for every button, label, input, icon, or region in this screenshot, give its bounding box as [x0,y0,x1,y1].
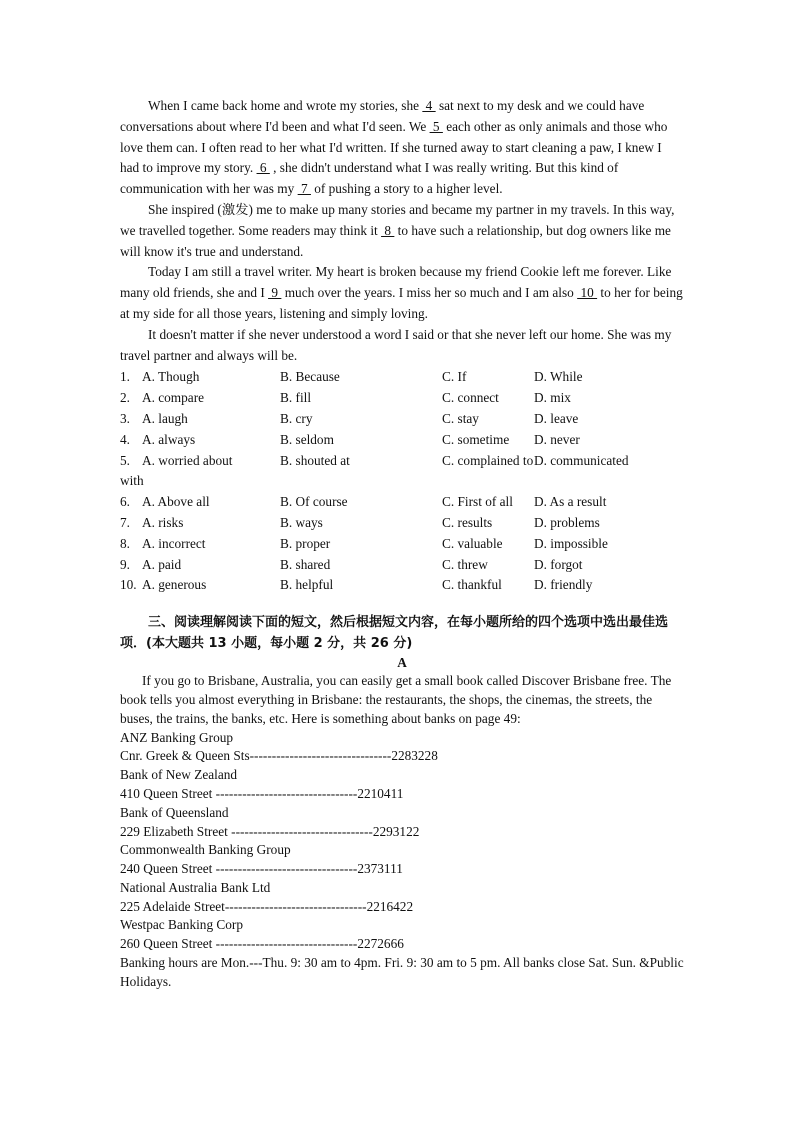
bank-list [120,729,684,955]
option-d: D. leave [534,410,579,426]
option-row-6 [120,492,684,513]
option-row-4 [120,430,684,451]
blank-7: 7 [297,181,311,197]
option-b: B. helpful [280,577,334,593]
bank-address-phone: 225 Adelaide Street--------------------------------2216422 [120,898,414,914]
bank-name: Bank of Queensland [120,804,229,820]
passage-label: A [397,655,407,671]
question-number: 1. [120,369,130,385]
bank-name: Bank of New Zealand [120,767,238,783]
option-b: B. Of course [280,494,348,510]
bank-address-phone: 260 Queen Street --------------------------------2272666 [120,936,404,952]
option-d: D. impossible [534,535,608,551]
option-c: C. threw [442,556,488,572]
option-c: C. connect [442,390,499,406]
cloze-passage [120,96,684,366]
section-3-title: 三、阅读理解阅读下面的短文，然后根据短文内容，在每小题所给的四个选项中选出最佳选项．(本大题共 13 小题，每小题 2 分，共 26 分) [120,615,669,652]
option-d-wrap: with [120,473,144,489]
question-number: 10. [120,577,137,593]
option-a: A. incorrect [142,535,206,551]
option-a: A. laugh [142,410,188,426]
option-row-3 [120,409,684,430]
cloze-paragraph-2: She inspired (激发) me to make up many stories and became my partner in my travels. In this way, we travelled together. Some readers may think it 8 to have such a relationship, but dog owners like me will know it's true and understand. [120,201,675,259]
option-row-9 [120,555,684,576]
blank-5: 5 [429,118,443,134]
option-a: A. Though [142,369,200,385]
option-row-7 [120,513,684,534]
cloze-paragraph-1: When I came back home and wrote my stories, she 4 sat next to my desk and we could have conversations about where I'd been and what I'd seen. We 5 each other as only animals and those who love them can. I often read to her what I'd written. If she turned away to start cleaning a paw, I knew I had to improve my story. 6 , she didn't understand what I was really writing. But this kind of communication with her was my 7 of pushing a story to a higher level. [120,98,668,197]
option-d: D. While [534,369,583,385]
option-a: A. always [142,431,196,447]
option-c: C. If [442,369,467,385]
blank-9: 9 [268,285,282,301]
option-d: D. mix [534,390,571,406]
question-number: 9. [120,556,130,572]
option-row-10 [120,575,684,596]
option-a: A. risks [142,514,184,530]
option-b: B. seldom [280,431,334,447]
passage-intro: If you go to Brisbane, Australia, you can easily get a small book called Discover Brisbane free. The book tells you almost everything in Brisbane: the restaurants, the shops, the cinemas, the streets, the buses, the trains, the banks, etc. Here is something about banks on page 49: [120,673,672,726]
option-b: B. Because [280,369,340,385]
blank-6: 6 [256,160,270,176]
option-c: C. valuable [442,535,503,551]
option-b: B. proper [280,535,331,551]
option-d: D. problems [534,514,600,530]
cloze-paragraph-3: Today I am still a travel writer. My heart is broken because my friend Cookie left me forever. Like many old friends, she and I 9 much over the years. I miss her so much and I am also 10 to her for being at my side for all those years, listening and simply loving. [120,264,683,321]
option-b: B. shouted at [280,452,350,468]
bank-address-phone: 229 Elizabeth Street --------------------------------2293122 [120,823,420,839]
option-d: D. never [534,431,580,447]
option-row-5 [120,451,684,472]
option-a: A. worried about [142,452,233,468]
bank-address-phone: 240 Queen Street --------------------------------2373111 [120,861,403,877]
reading-passage-a [120,672,684,992]
question-number: 3. [120,410,130,426]
option-c: C. stay [442,410,479,426]
option-row-8 [120,534,684,555]
option-d: D. forgot [534,556,583,572]
option-a: A. paid [142,556,182,572]
option-b: B. fill [280,390,312,406]
question-number: 5. [120,452,130,468]
cloze-paragraph-4: It doesn't matter if she never understood a word I said or that she never left our home. She was my travel partner and always will be. [120,326,672,363]
option-c: C. First of all [442,494,513,510]
option-c: C. results [442,514,493,530]
bank-address-phone: Cnr. Greek & Queen Sts--------------------------------2283228 [120,748,438,764]
option-d: D. As a result [534,494,607,510]
option-d: D. communicated [534,452,629,468]
option-b: B. ways [280,514,323,530]
option-c: C. complained to [442,452,534,468]
blank-4: 4 [422,98,436,113]
bank-name: Commonwealth Banking Group [120,842,291,858]
bank-name: Westpac Banking Corp [120,917,244,933]
option-a: A. Above all [142,494,210,510]
blank-10: 10 [577,285,598,301]
answer-options [120,367,684,596]
question-number: 2. [120,390,130,406]
banking-hours: Banking hours are Mon.---Thu. 9: 30 am to 4pm. Fri. 9: 30 am to 5 pm. All banks close Sat. Sun. &Public Holidays. [120,955,684,989]
question-number: 4. [120,431,130,447]
option-a: A. compare [142,390,205,406]
option-b: B. shared [280,556,331,572]
question-number: 7. [120,514,130,530]
question-number: 6. [120,494,130,510]
bank-address-phone: 410 Queen Street --------------------------------2210411 [120,785,404,801]
option-row-2 [120,388,684,409]
bank-name: ANZ Banking Group [120,729,234,745]
option-b: B. cry [280,410,313,426]
option-c: C. sometime [442,431,510,447]
option-d: D. friendly [534,577,593,593]
option-row-1 [120,367,684,388]
blank-8: 8 [381,222,395,238]
question-number: 8. [120,535,130,551]
bank-name: National Australia Bank Ltd [120,879,271,895]
option-c: C. thankful [442,577,502,593]
option-a: A. generous [142,577,207,593]
